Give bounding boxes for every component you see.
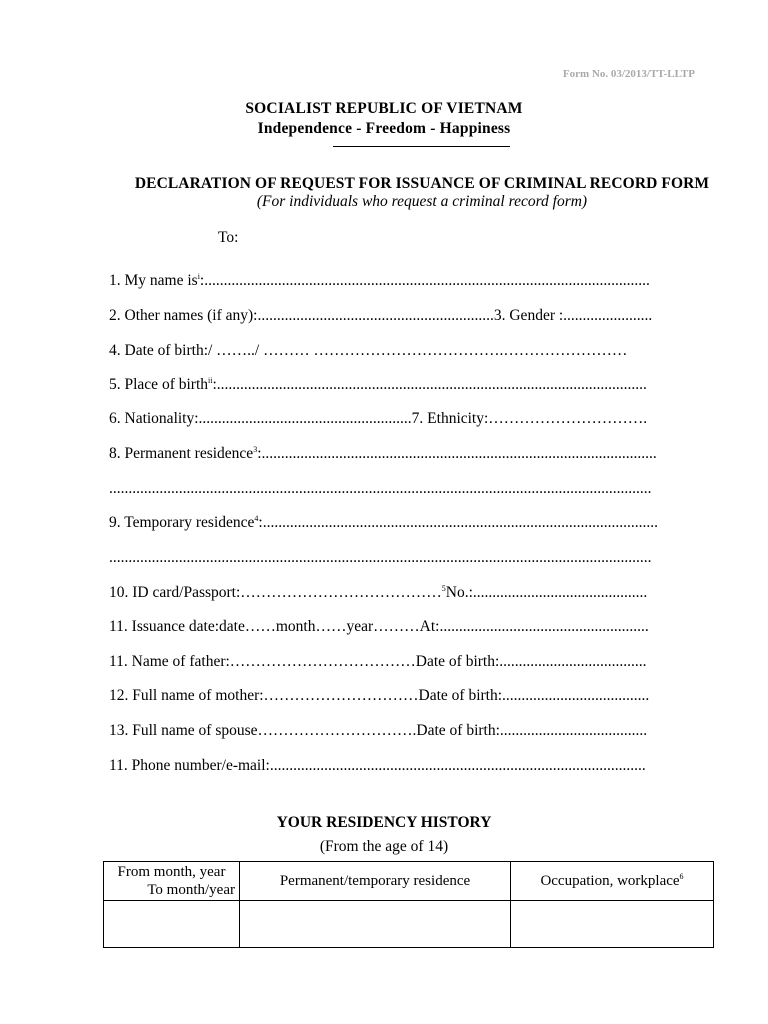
period-header-line1: From month, year	[117, 864, 226, 880]
occupation-cell[interactable]	[511, 901, 714, 948]
name-dots: :...................................................................................................................	[199, 272, 650, 289]
other-names-gender-field[interactable]: 2. Other names (if any):.............................................................3. Gender :.......................	[109, 307, 653, 324]
spouse-name-field[interactable]: 13. Full name of spouse………………………….Date of birth:......................................	[109, 722, 648, 739]
place-of-birth-dots: :...............................................................................................................	[212, 376, 647, 393]
mother-name-field[interactable]: 12. Full name of mother:…………………………Date of birth:......................................	[109, 687, 650, 704]
occupation-header-label: Occupation, workplace	[540, 872, 680, 889]
residency-history-title: YOUR RESIDENCY HISTORY	[276, 814, 492, 831]
footnote-marker: 5	[441, 584, 446, 593]
heading-underline	[333, 146, 510, 147]
permanent-residence-continuation[interactable]: ............................................................................................................................................	[109, 480, 652, 497]
permanent-residence-label: 8. Permanent residence	[109, 445, 254, 462]
residency-history-subtitle: (From the age of 14)	[319, 838, 449, 855]
footnote-marker: 3	[253, 445, 258, 454]
id-number-dots: No.:.............................................	[445, 584, 648, 601]
place-of-birth-label: 5. Place of birth	[109, 376, 209, 393]
form-title: DECLARATION OF REQUEST FOR ISSUANCE OF CRIMINAL RECORD FORM	[134, 175, 710, 192]
issuance-date-field[interactable]: 11. Issuance date:date……month……year………At:......................................................	[109, 618, 649, 635]
id-card-label: 10. ID card/Passport:…………………………………	[109, 584, 442, 601]
occupation-column-header	[511, 862, 714, 901]
footnote-marker: 4	[254, 514, 259, 523]
father-name-field[interactable]: 11. Name of father:………………………………Date of birth:......................................	[109, 653, 647, 670]
period-header-line2: To month/year	[147, 882, 235, 898]
permanent-residence-dots: :......................................................................................................	[257, 445, 657, 462]
table-row	[104, 901, 714, 948]
place-of-birth-field[interactable]	[109, 376, 695, 394]
residence-cell[interactable]	[240, 901, 511, 948]
temporary-residence-label: 9. Temporary residence	[109, 514, 255, 531]
form-number: Form No. 03/2013/TT-LLTP	[562, 68, 695, 80]
form-subtitle: (For individuals who request a criminal record form)	[256, 193, 588, 210]
period-column-header	[104, 862, 240, 901]
period-cell[interactable]	[104, 901, 240, 948]
motto-heading: Independence - Freedom - Happiness	[257, 120, 511, 137]
footnote-marker: ii	[208, 376, 213, 385]
to-label: To:	[218, 229, 239, 246]
country-heading: SOCIALIST REPUBLIC OF VIETNAM	[245, 100, 523, 117]
phone-email-field[interactable]: 11. Phone number/e-mail:.................................................................................................	[109, 757, 646, 774]
name-field[interactable]	[109, 272, 695, 290]
temporary-residence-dots: :......................................................................................................	[258, 514, 658, 531]
temporary-residence-continuation[interactable]: ............................................................................................................................................	[109, 549, 652, 566]
date-of-birth-field[interactable]: 4. Date of birth:/ ……../ ……… ……………………………….……………………	[109, 342, 628, 359]
residency-history-table	[103, 861, 714, 948]
temporary-residence-field[interactable]	[109, 514, 695, 532]
table-header-row	[104, 862, 714, 901]
name-label: 1. My name is	[109, 272, 198, 289]
footnote-marker: i	[197, 272, 200, 281]
permanent-residence-field[interactable]	[109, 445, 695, 463]
footnote-marker: 6	[679, 871, 684, 881]
nationality-ethnicity-field[interactable]: 6. Nationality:.......................................................7. Ethnicity:………………………….	[109, 410, 648, 427]
residence-column-header: Permanent/temporary residence	[240, 862, 511, 901]
id-card-passport-field[interactable]	[109, 584, 695, 602]
